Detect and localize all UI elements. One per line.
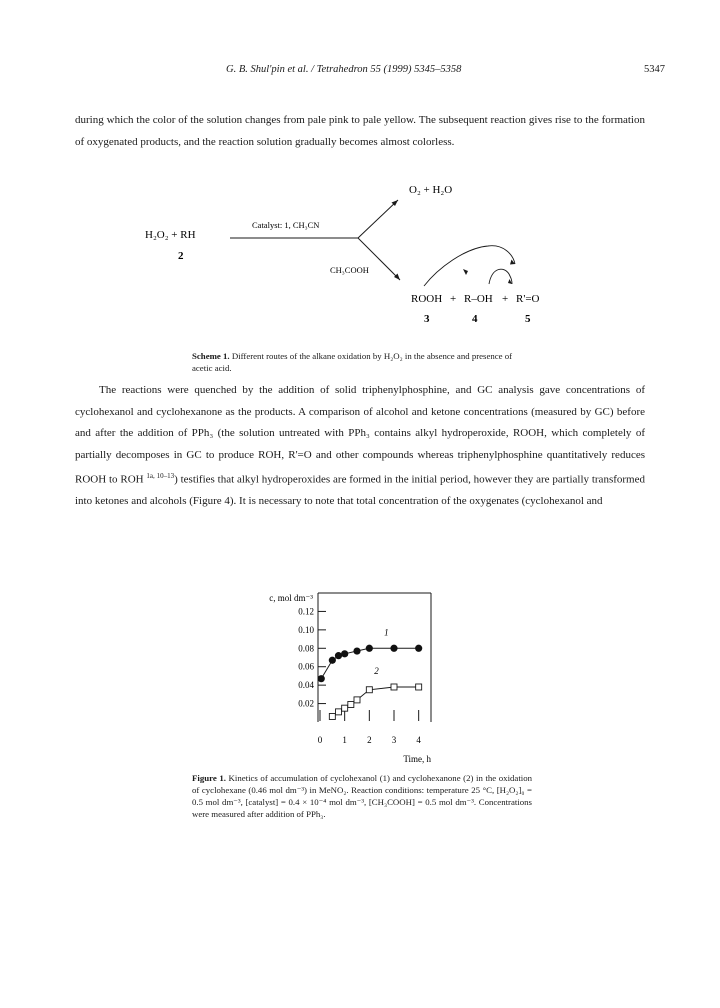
data-point-cyclohexanol	[318, 675, 325, 682]
scheme-caption-text: Different routes of the alkane oxidation by H₂O₂ in the absence and presence of acetic acid.	[192, 351, 513, 373]
scheme-catalyst-label: Catalyst: 1, CH₃CN	[252, 220, 320, 230]
y-tick-label: 0.10	[298, 624, 314, 635]
data-point-cyclohexanol	[335, 652, 342, 659]
product-plus-2: +	[502, 293, 509, 305]
data-point-cyclohexanol	[341, 650, 348, 657]
product-number-5: 5	[525, 313, 531, 325]
x-tick-label: 0	[317, 735, 323, 745]
scheme-reactant-number: 2	[178, 250, 184, 262]
reference-superscript: 1a, 10–13	[146, 472, 175, 480]
series-line-1	[321, 648, 419, 678]
scheme-acid-label: CH₃COOH	[330, 265, 369, 275]
product-roh: R–OH	[464, 293, 493, 305]
journal-citation: G. B. Shul'pin et al. / Tetrahedron 55 (1999) 5345–5358	[226, 64, 462, 75]
y-tick-label: 0.02	[298, 698, 314, 709]
data-point-cyclohexanone	[336, 709, 342, 715]
intro-text: during which the color of the solution changes from pale pink to pale yellow. The subsequent reaction gives rise to the formation of oxygenated products, and the reaction solution gradually becomes almost colorless.	[75, 114, 645, 148]
y-tick-label: 0.12	[298, 606, 314, 617]
x-axis-label: Time, h	[403, 754, 431, 764]
x-tick-label: 3	[391, 735, 397, 745]
product-rooh: ROOH	[411, 293, 443, 305]
data-point-cyclohexanol	[329, 657, 336, 664]
y-tick-label: 0.06	[298, 661, 314, 672]
product-number-4: 4	[472, 313, 478, 325]
product-plus-1: +	[450, 293, 457, 305]
scheme-reactants: H₂O₂ + RH	[145, 229, 196, 241]
data-point-cyclohexanone	[329, 713, 335, 719]
data-point-cyclohexanol	[415, 645, 422, 652]
product-ketone: R'=O	[516, 293, 540, 305]
x-tick-label: 1	[342, 735, 347, 745]
main-paragraph-text: The reactions were quenched by the addition of solid triphenylphosphine, and GC analysis gave concentrations of cyclohexanol and cyclohexanone as the products. A comparison of alcohol and ketone concentrations (measured by GC) before and after the addition of PPh₃ (the solution untreated with PPh₃ contains alkyl hydroperoxide, ROOH, which completely of partially decomposes in GC to produce ROH, R'=O and other compounds whereas triphenylphosphine quantitatively reduces ROOH to ROH $^{1a, 10-13}$) testifies that alkyl hydroperoxides are formed in the initial period, however they are partially transformed into ketones and alcohols (Figure 4). It is necessary to note that total concentration of the oxygenates (cyclohexanol and	[75, 384, 645, 508]
data-point-cyclohexanol	[366, 645, 373, 652]
series-label: 1	[384, 627, 389, 638]
scheme-caption-label: Scheme 1.	[192, 351, 230, 361]
x-tick-label: 4	[416, 735, 421, 745]
data-point-cyclohexanone	[354, 697, 360, 703]
product-number-3: 3	[424, 313, 430, 325]
series-label: 2	[374, 666, 379, 677]
data-point-cyclohexanone	[342, 705, 348, 711]
scheme-upper-product: O₂ + H₂O	[409, 184, 453, 196]
figure-caption	[192, 772, 532, 820]
page-number: 5347	[644, 64, 665, 75]
data-point-cyclohexanol	[353, 647, 360, 654]
y-tick-label: 0.08	[298, 643, 314, 654]
data-point-cyclohexanone	[348, 701, 354, 707]
series-line-2	[332, 687, 418, 717]
data-point-cyclohexanone	[416, 684, 422, 690]
figure-caption-label: Figure 1.	[192, 773, 226, 783]
data-point-cyclohexanone	[366, 687, 372, 693]
data-point-cyclohexanone	[391, 684, 397, 690]
data-point-cyclohexanol	[390, 645, 397, 652]
x-tick-label: 2	[367, 735, 372, 745]
figure-caption-text: Kinetics of accumulation of cyclohexanol (1) and cyclohexanone (2) in the oxidation of cyclohexane (0.46 mol dm⁻³) in MeNO₂. Reaction conditions: temperature 25 °C, [H₂O₂]₀ = 0.5 mol dm⁻³, [catalyst] = 0.4 × 10⁻⁴ mol dm⁻³, [CH₃COOH] = 0.5 mol dm⁻³. Concentrations were measured after addition of PPh₃.	[192, 773, 533, 819]
y-axis-label: c, mol dm⁻³	[269, 593, 313, 603]
y-tick-label: 0.04	[298, 680, 314, 691]
